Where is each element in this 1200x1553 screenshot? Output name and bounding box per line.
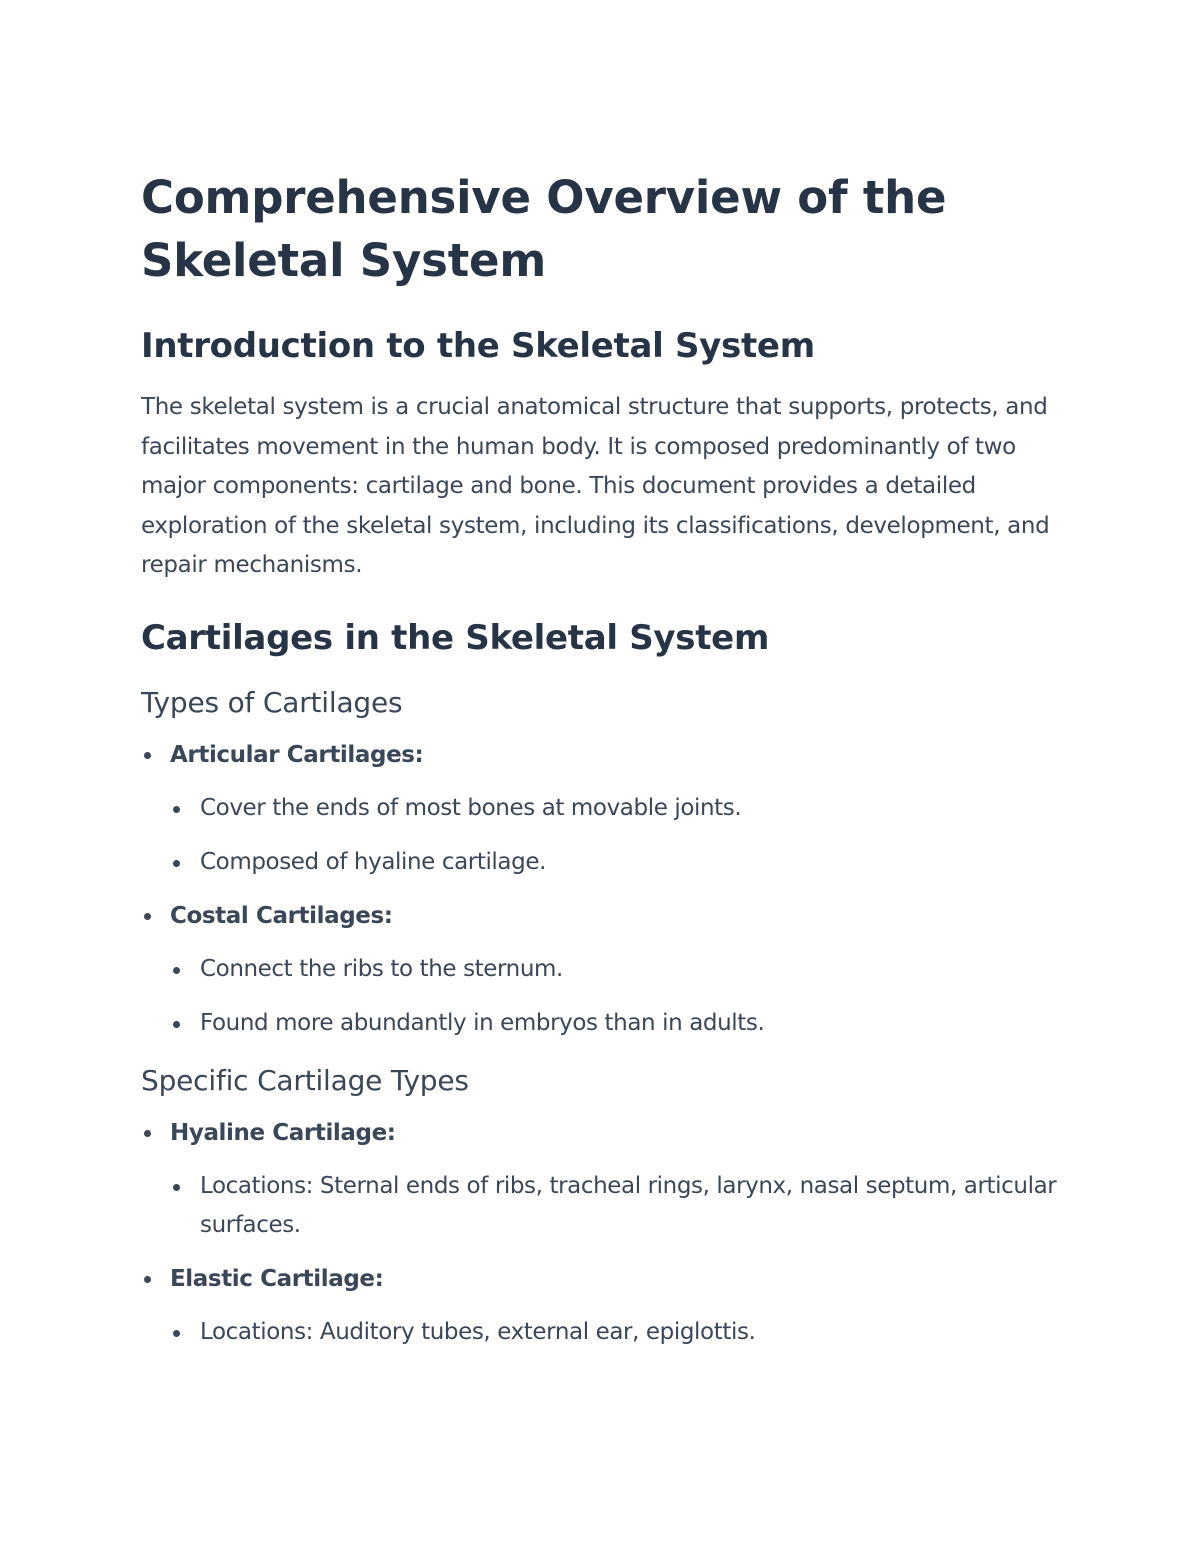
list-item-label: Articular Cartilages: — [170, 741, 424, 768]
bullet-icon — [173, 1021, 180, 1028]
subheading-types-of-cartilages: Types of Cartilages — [141, 685, 403, 719]
sub-list-item — [170, 950, 1061, 990]
list-item — [141, 736, 1061, 883]
sub-list-item-text: Cover the ends of most bones at movable joints. — [200, 794, 742, 821]
sub-list-item-text: Locations: Sternal ends of ribs, tracheal rings, larynx, nasal septum, articular surfaces. — [200, 1172, 1057, 1238]
list-item-label: Costal Cartilages: — [170, 902, 393, 929]
sub-list-item — [170, 1167, 1061, 1246]
bullet-icon — [173, 967, 180, 974]
bullet-icon — [144, 913, 151, 920]
bullet-icon — [173, 860, 180, 867]
section-heading-introduction: Introduction to the Skeletal System — [141, 326, 815, 366]
intro-paragraph: The skeletal system is a crucial anatomical structure that supports, protects, and facilitates movement in the human body. It is composed predominantly of two major components: cartilage and bone. This document provides a detailed exploration of the skeletal system, including its classifications, development, and repair mechanisms. — [141, 394, 1050, 578]
sub-list-item-text: Composed of hyaline cartilage. — [200, 849, 546, 875]
sub-list — [170, 950, 1061, 1044]
sub-list-item-text: Found more abundantly in embryos than in adults. — [200, 1010, 765, 1036]
subheading-specific-cartilage-types: Specific Cartilage Types — [141, 1063, 469, 1097]
bullet-icon — [173, 806, 180, 813]
sub-list-item-text: Connect the ribs to the sternum. — [200, 955, 563, 982]
sub-list-item — [170, 843, 1061, 883]
bullet-icon — [144, 1130, 151, 1137]
sub-list — [170, 789, 1061, 883]
bullet-icon — [144, 1276, 151, 1283]
specific-cartilage-types-list — [141, 1114, 1061, 1353]
list-item-label: Hyaline Cartilage: — [170, 1119, 396, 1146]
document-page — [141, 166, 1061, 1352]
sub-list-item-text: Locations: Auditory tubes, external ear, epiglottis. — [200, 1318, 756, 1345]
sub-list-item — [170, 1004, 1061, 1044]
document-title: Comprehensive Overview of the Skeletal System — [141, 171, 947, 287]
list-item — [141, 1114, 1061, 1246]
types-of-cartilages-list — [141, 736, 1061, 1044]
list-item — [141, 897, 1061, 1044]
sub-list-item — [170, 1313, 1061, 1353]
sub-list-item — [170, 789, 1061, 829]
sub-list — [170, 1167, 1061, 1246]
bullet-icon — [173, 1330, 180, 1337]
bullet-icon — [144, 752, 151, 759]
list-item — [141, 1260, 1061, 1353]
bullet-icon — [173, 1184, 180, 1191]
list-item-label: Elastic Cartilage: — [170, 1265, 384, 1292]
section-heading-cartilages: Cartilages in the Skeletal System — [141, 617, 770, 658]
sub-list — [170, 1313, 1061, 1353]
